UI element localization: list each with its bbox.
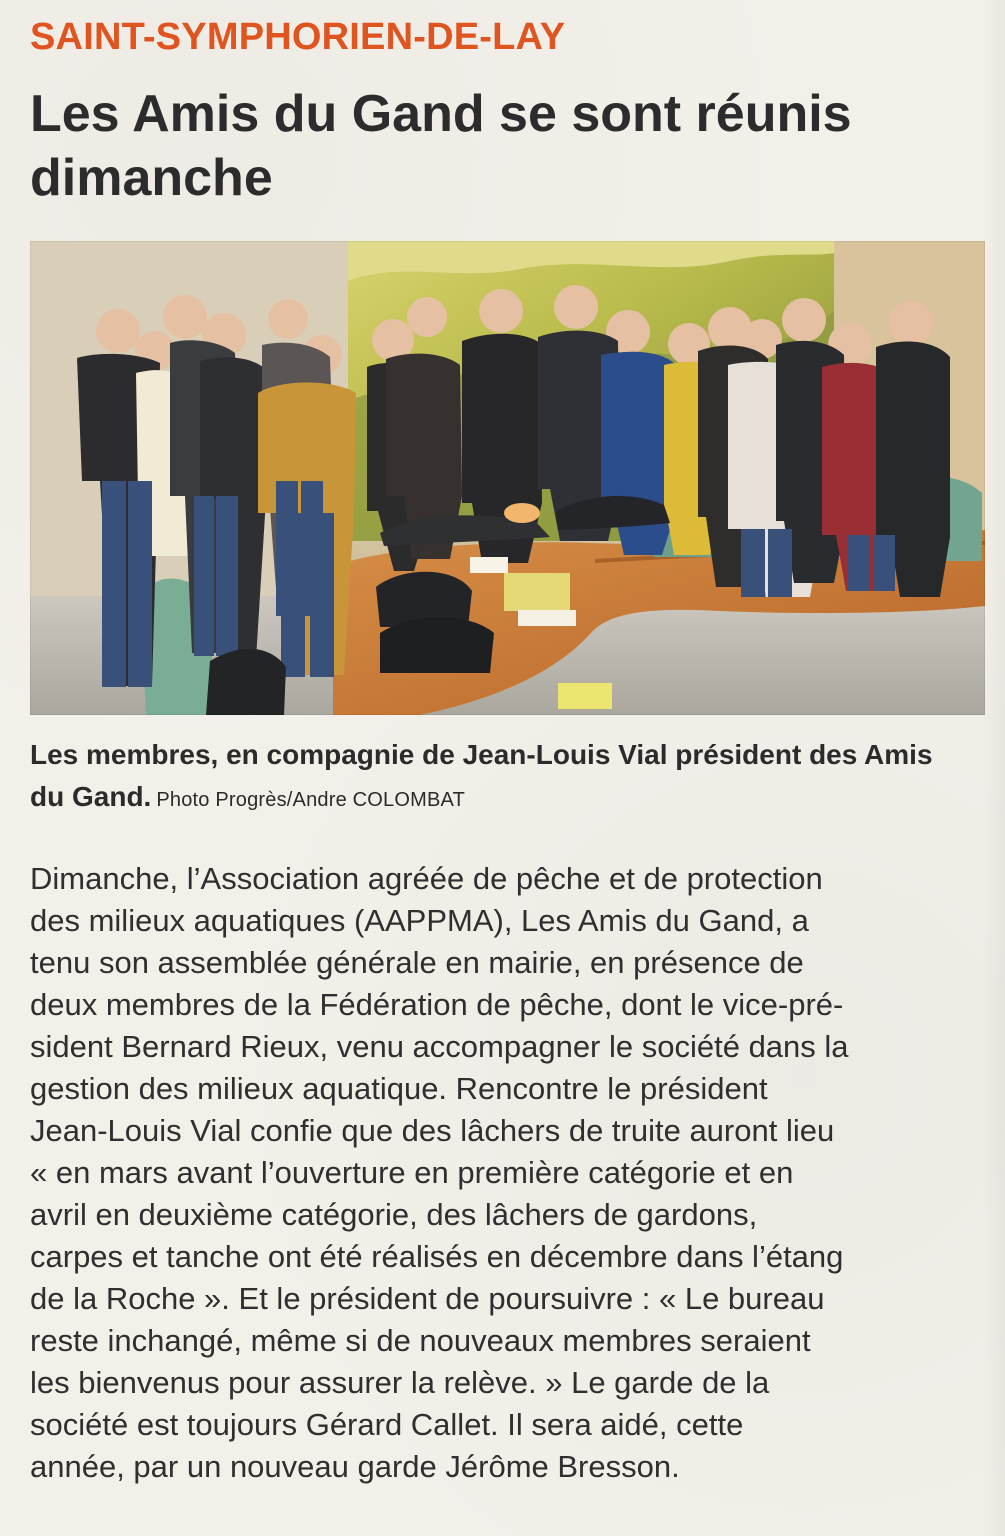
page-edge xyxy=(983,0,1005,1536)
article-line: des milieux aquatiques (AAPPMA), Les Amis du Gand, a xyxy=(30,903,809,938)
article-line: année, par un nouveau garde Jérôme Bresson. xyxy=(30,1449,680,1484)
article-line: deux membres de la Fédération de pêche, dont le vice-pré- xyxy=(30,987,844,1022)
headline: Les Amis du Gand se sont réunis dimanche xyxy=(30,85,852,207)
article-line: « en mars avant l’ouverture en première catégorie et en xyxy=(30,1155,794,1190)
article-line: Dimanche, l’Association agréée de pêche et de protection xyxy=(30,861,823,896)
article-line: tenu son assemblée générale en mairie, en présence de xyxy=(30,945,804,980)
photo-credit: Photo Progrès/Andre COLOMBAT xyxy=(156,789,466,811)
article-body xyxy=(30,858,985,1488)
article-line: avril en deuxième catégorie, des lâchers de gardons, xyxy=(30,1197,758,1232)
group-photo-illustration xyxy=(30,241,985,715)
article-line: de la Roche ». Et le président de poursuivre : « Le bureau xyxy=(30,1281,825,1316)
article-line: sident Bernard Rieux, venu accompagner le société dans la xyxy=(30,1029,849,1064)
article-line: reste inchangé, même si de nouveaux membres seraient xyxy=(30,1323,811,1358)
photo-caption xyxy=(30,734,970,821)
caption-text: Les membres, en compagnie de Jean-Louis Vial président des Amis du Gand. xyxy=(30,739,933,812)
article-line: Jean-Louis Vial confie que des lâchers de truite auront lieu xyxy=(30,1113,835,1148)
article-line: les bienvenus pour assurer la relève. » Le garde de la xyxy=(30,1365,770,1400)
article-line: carpes et tanche ont été réalisés en décembre dans l’étang xyxy=(30,1239,844,1274)
rubric: SAINT-SYMPHORIEN-DE-LAY xyxy=(30,16,566,58)
article-line: société est toujours Gérard Callet. Il sera aidé, cette xyxy=(30,1407,744,1442)
group-photo xyxy=(30,241,985,715)
article-line: gestion des milieux aquatique. Rencontre le président xyxy=(30,1071,768,1106)
